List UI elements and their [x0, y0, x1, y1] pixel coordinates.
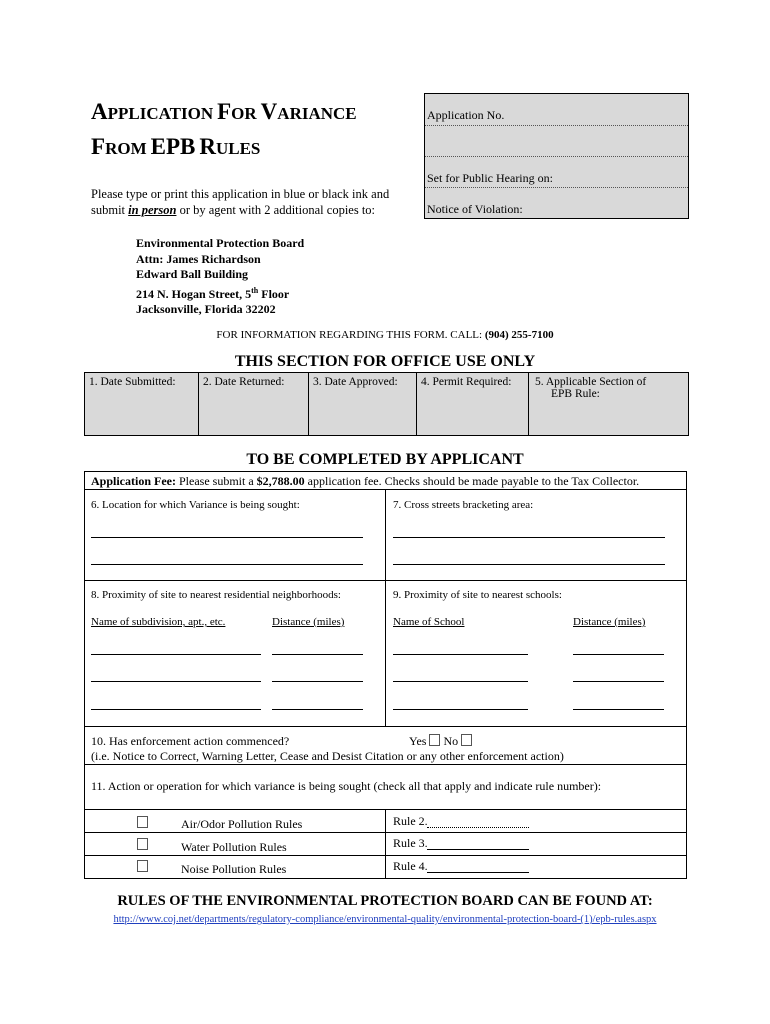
q6-line-2[interactable] — [91, 564, 363, 565]
water-checkbox[interactable] — [137, 838, 148, 850]
epb-rules-link[interactable]: http://www.coj.net/departments/regulatory-compliance/environmental-quality/environmental-protection-board-(1)/epb-rules.aspx — [113, 914, 657, 925]
divider — [385, 809, 386, 878]
q8-name-line-2[interactable] — [91, 681, 261, 682]
q7-line-1[interactable] — [393, 537, 665, 538]
divider — [85, 832, 686, 833]
date-approved-cell[interactable]: 3. Date Approved: — [309, 373, 417, 435]
q8-name-line-3[interactable] — [91, 709, 261, 710]
q9-name-line-3[interactable] — [393, 709, 528, 710]
q9-col-school: Name of School — [393, 616, 465, 628]
date-returned-cell[interactable]: 2. Date Returned: — [199, 373, 309, 435]
q8-distance-line-3[interactable] — [272, 709, 363, 710]
rule-2-line[interactable] — [427, 827, 529, 828]
q10-label: 10. Has enforcement action commenced? — [91, 734, 290, 748]
rules-footer-title: RULES OF THE ENVIRONMENTAL PROTECTION BOARD CAN BE FOUND AT: — [117, 893, 653, 909]
q11-label: 11. Action or operation for which variance is being sought (check all that apply and indicate rule number): — [91, 779, 602, 793]
office-info-box — [424, 93, 689, 219]
divider — [85, 855, 686, 856]
instructions: Please type or print this application in blue or black ink and submit in person or by agent with 2 additional copies to: — [91, 187, 390, 217]
q9-distance-line-3[interactable] — [573, 709, 664, 710]
form-title-line-1: APPLICATION FOR VARIANCE — [91, 99, 357, 124]
q9-distance-line-2[interactable] — [573, 681, 664, 682]
q8-distance-line-2[interactable] — [272, 681, 363, 682]
application-no-field[interactable]: Application No. — [427, 108, 505, 122]
application-fee-text: Application Fee: Please submit a $2,788.00 application fee. Checks should be made payable to the Tax Collector. — [91, 474, 640, 488]
water-label: Water Pollution Rules — [181, 840, 287, 854]
q9-name-line-2[interactable] — [393, 681, 528, 682]
q8-label: 8. Proximity of site to nearest residential neighborhoods: — [91, 589, 341, 601]
air-odor-checkbox[interactable] — [137, 816, 148, 828]
info-phone-line: FOR INFORMATION REGARDING THIS FORM. CALL: (904) 255-7100 — [216, 329, 554, 341]
divider — [85, 726, 686, 727]
applicable-section-cell[interactable]: 5. Applicable Section of EPB Rule: — [535, 376, 647, 400]
q9-col-distance: Distance (miles) — [573, 616, 646, 628]
applicant-form — [84, 471, 687, 879]
applicant-section-title: TO BE COMPLETED BY APPLICANT — [246, 451, 524, 468]
divider — [85, 764, 686, 765]
divider — [385, 489, 386, 580]
q8-col-distance: Distance (miles) — [272, 616, 345, 628]
phone-number: (904) 255-7100 — [484, 329, 554, 341]
q10-yes-checkbox[interactable] — [429, 734, 440, 746]
public-hearing-field[interactable]: Set for Public Hearing on: — [425, 156, 688, 187]
permit-required-cell[interactable]: 4. Permit Required: — [417, 373, 529, 435]
rule-2-label: Rule 2. — [393, 814, 428, 828]
q10-note: (i.e. Notice to Correct, Warning Letter, Cease and Desist Citation or any other enforcement action) — [91, 749, 564, 763]
rule-4-label: Rule 4. — [393, 859, 428, 873]
q9-name-line-1[interactable] — [393, 654, 528, 655]
q7-label: 7. Cross streets bracketing area: — [393, 499, 534, 511]
date-submitted-cell[interactable]: 1. Date Submitted: — [85, 373, 199, 435]
q10-no-checkbox[interactable] — [461, 734, 472, 746]
q8-distance-line-1[interactable] — [272, 654, 363, 655]
q6-label: 6. Location for which Variance is being sought: — [91, 499, 300, 511]
q7-line-2[interactable] — [393, 564, 665, 565]
q6-line-1[interactable] — [91, 537, 363, 538]
noise-checkbox[interactable] — [137, 860, 148, 872]
air-odor-label: Air/Odor Pollution Rules — [181, 817, 303, 831]
office-use-title: THIS SECTION FOR OFFICE USE ONLY — [234, 353, 536, 370]
notice-of-violation-field[interactable]: Notice of Violation: — [425, 187, 688, 218]
office-use-table — [84, 372, 689, 436]
q8-col-subdivision: Name of subdivision, apt., etc. — [91, 616, 226, 628]
form-title-line-2: FROM EPB RULES — [91, 134, 261, 159]
mailing-address: Environmental Protection Board Attn: James Richardson Edward Ball Building 214 N. Hogan Street, 5th Floor Jacksonville, Florida 32202 — [136, 236, 305, 316]
q9-distance-line-1[interactable] — [573, 654, 664, 655]
q9-label: 9. Proximity of site to nearest schools: — [393, 589, 562, 601]
q10-options: Yes No — [409, 734, 472, 749]
form-title — [91, 96, 357, 166]
rule-3-line[interactable] — [427, 849, 529, 850]
rule-4-line[interactable] — [427, 872, 529, 873]
rule-3-label: Rule 3. — [393, 836, 428, 850]
q8-name-line-1[interactable] — [91, 654, 261, 655]
noise-label: Noise Pollution Rules — [181, 862, 287, 876]
divider — [385, 580, 386, 726]
application-no-value-field[interactable] — [425, 125, 688, 156]
